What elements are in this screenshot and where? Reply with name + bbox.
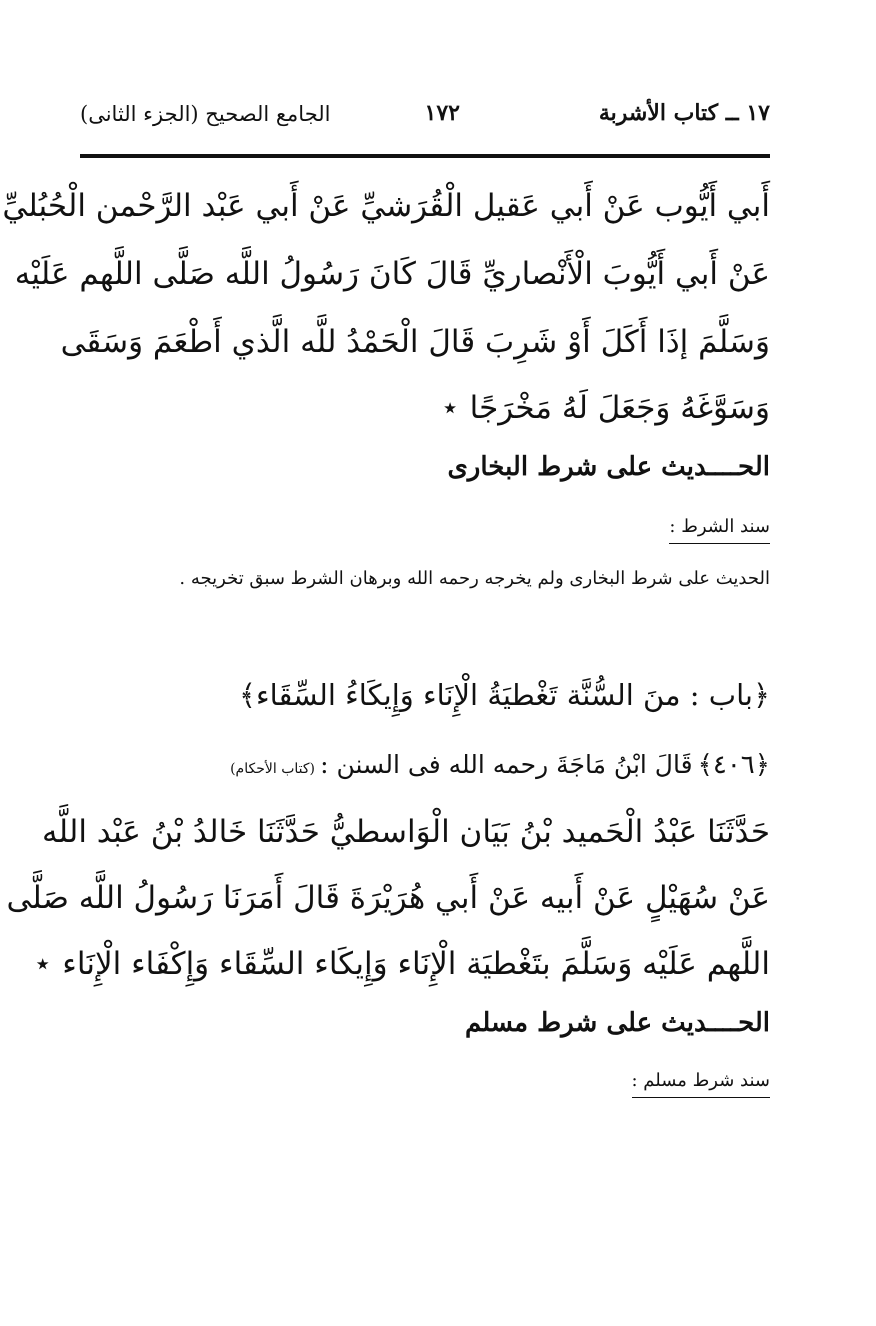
chapter-title: ١٧ ــ كتاب الأشربة	[598, 100, 770, 126]
chapter-heading: ﴿باب : منَ السُّنَّة تَغْطيَةُ الْإِنَاء وَإِيكَاءُ السِّقَاء﴾	[239, 678, 770, 712]
hadith2-grade: الحــــديث على شرط مسلم	[465, 1008, 770, 1038]
book-title: الجامع الصحيح (الجزء الثانى)	[80, 102, 331, 126]
hadith-number: ﴿٤٠٦﴾	[697, 750, 770, 780]
hadith-reference: (كتاب الأحكام)	[230, 761, 315, 777]
sanad-heading	[80, 516, 770, 544]
sanad-heading-label: سند الشرط :	[669, 516, 770, 544]
hadith-line-4: وَسَوَّغَهُ وَجَعَلَ لَهُ مَخْرَجًا ⋆	[440, 390, 770, 426]
hadith-intro: قَالَ ابْنُ مَاجَةَ رحمه الله فى السنن :	[320, 750, 693, 779]
hadith-intro-line	[80, 750, 770, 780]
hadith2-line-2: عَنْ سُهَيْلٍ عَنْ أَبيه عَنْ أَبي هُرَيْرَةَ قَالَ أَمَرَنَا رَسُولُ اللَّه صَلَّى	[6, 880, 770, 916]
hadith-grade: الحــــديث على شرط البخارى	[447, 452, 770, 482]
page-header	[80, 100, 770, 140]
header-divider	[80, 154, 770, 158]
hadith2-line-3: اللَّهم عَلَيْه وَسَلَّمَ بتَغْطيَة الْإِنَاء وَإِيكَاء السِّقَاء وَإِكْفَاء الْإِنَاء ⋆	[33, 946, 770, 982]
hadith-line-3: وَسَلَّمَ إذَا أَكَلَ أَوْ شَرِبَ قَالَ الْحَمْدُ للَّه الَّذي أَطْعَمَ وَسَقَى	[60, 324, 770, 360]
hadith2-line-1: حَدَّثَنَا عَبْدُ الْحَميد بْنُ بَيَان الْوَاسطيُّ حَدَّثَنَا خَالدُ بْنُ عَبْد اللَّه	[42, 814, 770, 850]
sanad2-heading	[80, 1070, 770, 1098]
sanad-text: الحديث على شرط البخارى ولم يخرجه رحمه الله وبرهان الشرط سبق تخريجه .	[179, 568, 770, 589]
hadith-line-1: أَبي أَيُّوب عَنْ أَبي عَقيل الْقُرَشيِّ عَنْ أَبي عَبْد الرَّحْمن الْحُبُليِّ	[2, 188, 770, 224]
sanad2-heading-label: سند شرط مسلم :	[632, 1070, 771, 1098]
page-number: ١٧٢	[424, 100, 460, 126]
hadith-line-2: عَنْ أَبي أَيُّوبَ الْأَنْصاريِّ قَالَ كَانَ رَسُولُ اللَّه صَلَّى اللَّهم عَلَيْه	[14, 256, 770, 292]
